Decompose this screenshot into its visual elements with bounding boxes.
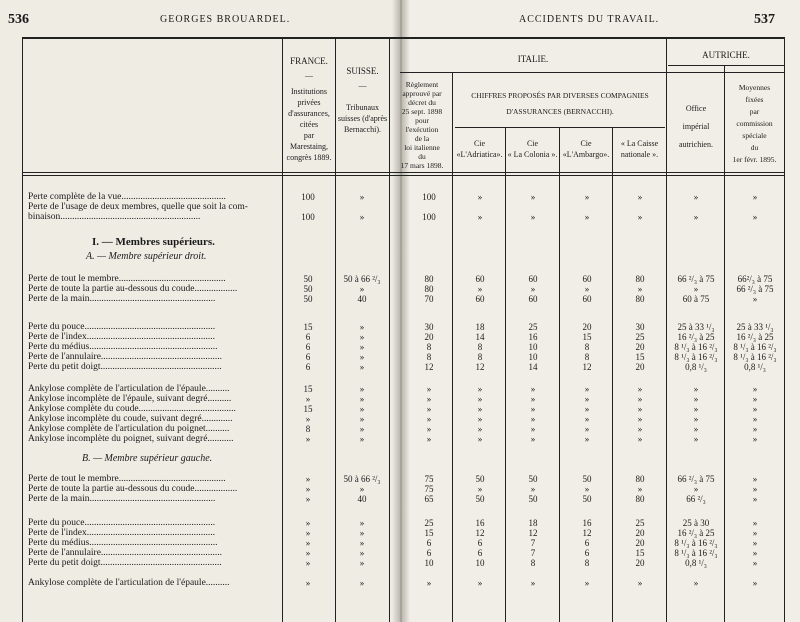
header-autriche-office: Office impérial autrichien. (679, 104, 713, 149)
table-cell: 6 (305, 362, 311, 372)
table-cell: 18 (528, 518, 538, 528)
table-cell: 15 (424, 528, 434, 538)
table-cell: » (426, 578, 432, 588)
table-cell: » (530, 484, 536, 494)
table-cell: 7 (530, 548, 536, 558)
table-cell: 30 (424, 322, 434, 332)
header-bottom-rule-2 (22, 175, 784, 176)
table-cell: » (637, 384, 643, 394)
table-cell: » (305, 394, 311, 404)
table-cell: 10 (475, 558, 485, 568)
table-cell: » (530, 414, 536, 424)
table-cell: » (584, 212, 590, 222)
table-cell: 16 (475, 518, 485, 528)
header-autriche-moyennes: Moyennes fixées par commission spéciale du 1er févr. 1895. (732, 83, 777, 164)
table-cell: » (693, 434, 699, 444)
table-cell: 80 (424, 284, 434, 294)
table-cell: » (359, 528, 365, 538)
table-cell: » (530, 192, 536, 202)
table-cell: 8 (305, 424, 311, 434)
table-cell: 8 (477, 342, 483, 352)
table-cell: 16 ²/₃ à 25 (677, 528, 715, 538)
table-cell: 70 (424, 294, 434, 304)
row-label: Perte de l'annulaire................................................... (28, 352, 223, 362)
table-cell: 65 (424, 494, 434, 504)
table-cell: » (530, 384, 536, 394)
table-cell: » (305, 528, 311, 538)
table-cell: 16 ²/₃ à 25 (736, 332, 774, 342)
table-cell: » (693, 424, 699, 434)
left-page-number: 536 (8, 12, 29, 27)
table-cell: » (477, 484, 483, 494)
table-cell: 50 (303, 274, 313, 284)
table-cell: 0,8 ¹/₃ (685, 362, 707, 372)
table-cell: 50 (303, 294, 313, 304)
right-running-head: ACCIDENTS DU TRAVAIL. (519, 14, 660, 25)
section-membres-superieurs: I. — Membres supérieurs. (92, 236, 215, 248)
row-label: Perte complète de la vue............................................ (28, 192, 226, 202)
header-bottom-rule (22, 172, 784, 173)
table-cell: » (359, 404, 365, 414)
table-cell: » (477, 394, 483, 404)
table-cell: » (693, 192, 699, 202)
table-cell: 16 ²/₃ à 25 (677, 332, 715, 342)
table-cell: 12 (528, 528, 538, 538)
table-cell: 80 (635, 294, 645, 304)
table-cell: 14 (528, 362, 538, 372)
table-cell: 25 (635, 332, 645, 342)
header-company-colonia: Cie « La Colonia ». (507, 139, 558, 159)
table-cell: 10 (528, 342, 538, 352)
row-label: Perte de l'annulaire................................................... (28, 548, 223, 558)
table-cell: 8 ¹/₃ à 16 ²/₃ (733, 342, 777, 352)
table-cell: 50 (582, 474, 592, 484)
table-cell: » (584, 414, 590, 424)
table-cell: 8 (426, 342, 432, 352)
table-cell: » (752, 424, 758, 434)
table-cell: » (584, 394, 590, 404)
table-cell: » (752, 494, 758, 504)
table-cell: 15 (303, 322, 313, 332)
table-cell: » (530, 404, 536, 414)
table-cell: » (693, 404, 699, 414)
table-cell: 50 à 66 ²/₃ (343, 274, 381, 284)
table-cell: 15 (635, 548, 645, 558)
table-cell: » (359, 548, 365, 558)
table-cell: 60 (528, 294, 538, 304)
table-cell: 50 (475, 474, 485, 484)
table-cell: » (752, 474, 758, 484)
table-cell: » (359, 362, 365, 372)
table-cell: » (637, 414, 643, 424)
table-cell: » (477, 404, 483, 414)
table-cell: » (426, 414, 432, 424)
table-cell: » (359, 192, 365, 202)
table-cell: » (752, 518, 758, 528)
header-company-caisse: « La Caisse nationale ». (620, 139, 659, 159)
table-cell: 8 (584, 558, 590, 568)
row-label: Ankylose incomplète de l'épaule, suivant degré.......... (28, 394, 232, 404)
table-cell: 80 (424, 274, 434, 284)
italie-title-rule (400, 72, 784, 73)
row-label: Ankylose incomplète du poignet, suivant degré........... (28, 434, 234, 444)
table-cell: » (530, 394, 536, 404)
companies-rule (455, 127, 665, 128)
table-cell: 75 (424, 474, 434, 484)
row-label: Perte du médius...................................................... (28, 538, 218, 548)
table-cell: » (359, 414, 365, 424)
table-cell: » (530, 424, 536, 434)
table-cell: » (752, 404, 758, 414)
table-cell: 7 (530, 538, 536, 548)
table-cell: » (477, 414, 483, 424)
table-cell: 6 (305, 342, 311, 352)
table-cell: » (584, 384, 590, 394)
row-label: Perte de tout le membre............................................. (28, 274, 226, 284)
table-cell: » (359, 484, 365, 494)
table-cell: 20 (635, 558, 645, 568)
table-cell: » (693, 212, 699, 222)
table-cell: » (359, 352, 365, 362)
row-label: Perte de la main..................................................... (28, 294, 216, 304)
left-running-head: GEORGES BROUARDEL. (160, 14, 291, 25)
table-cell: 25 à 33 ¹/₃ (736, 322, 774, 332)
table-cell: » (752, 578, 758, 588)
header-france-title: FRANCE. (290, 56, 328, 66)
table-cell: » (584, 578, 590, 588)
table-cell: » (530, 578, 536, 588)
table-cell: » (752, 384, 758, 394)
header-company-adriatica: Cie «L'Adriatica». (456, 139, 503, 159)
table-cell: » (637, 212, 643, 222)
row-label: Perte du médius...................................................... (28, 342, 218, 352)
header-suisse-detail: Tribunaux suisses (d'après Bernacchi). (337, 103, 388, 134)
table-cell: » (305, 494, 311, 504)
table-cell: » (426, 434, 432, 444)
table-cell: » (426, 394, 432, 404)
table-cell: » (305, 538, 311, 548)
table-cell: 10 (528, 352, 538, 362)
table-cell: » (752, 394, 758, 404)
table-cell: 50 (528, 474, 538, 484)
table-cell: 60 (582, 274, 592, 284)
table-cell: » (584, 424, 590, 434)
table-cell: 6 (426, 548, 432, 558)
table-cell: 0,8 ¹/₃ (685, 558, 707, 568)
table-cell: » (359, 538, 365, 548)
row-label: Ankylose complète du coude......................................... (28, 404, 236, 414)
header-autriche-title: AUTRICHE. (702, 50, 750, 60)
table-cell: » (426, 384, 432, 394)
table-cell: 8 (584, 342, 590, 352)
table-cell: » (752, 294, 758, 304)
header-suisse-title: SUISSE. (346, 66, 379, 76)
table-cell: » (752, 538, 758, 548)
table-cell: » (637, 404, 643, 414)
table-cell: 20 (582, 322, 592, 332)
table-cell: 20 (635, 538, 645, 548)
table-cell: 66 ²/₃ à 75 (677, 274, 715, 284)
table-cell: » (752, 484, 758, 494)
table-cell: » (359, 558, 365, 568)
table-cell: 6 (584, 538, 590, 548)
table-cell: 8 (426, 352, 432, 362)
table-cell: 60 (528, 274, 538, 284)
row-label: Perte de l'index...................................................... (28, 528, 215, 538)
table-cell: 20 (424, 332, 434, 342)
table-top-rule (22, 37, 784, 39)
table-cell: 12 (424, 362, 434, 372)
table-cell: » (584, 284, 590, 294)
table-cell: » (305, 414, 311, 424)
row-label: Perte du pouce....................................................... (28, 518, 216, 528)
table-cell: » (477, 424, 483, 434)
table-cell: 50 (303, 284, 313, 294)
table-cell: 60 (475, 294, 485, 304)
table-cell: 15 (303, 384, 313, 394)
table-cell: 0,8 ¹/₃ (744, 362, 766, 372)
table-cell: » (637, 578, 643, 588)
table-cell: » (693, 578, 699, 588)
table-cell: » (530, 212, 536, 222)
row-label: Perte du pouce....................................................... (28, 322, 216, 332)
table-cell: 6 (477, 538, 483, 548)
table-cell: 14 (475, 332, 485, 342)
table-cell: 40 (357, 294, 367, 304)
table-left-border (22, 37, 23, 622)
table-cell: » (359, 394, 365, 404)
header-italie-chiffres: CHIFFRES PROPOSÉS PAR DIVERSES COMPAGNIES D'ASSURANCES (BERNACCHI). (471, 91, 649, 116)
table-cell: » (305, 578, 311, 588)
table-cell: 50 (475, 494, 485, 504)
table-cell: » (637, 434, 643, 444)
table-cell: 100 (301, 192, 315, 202)
table-cell: 25 (424, 518, 434, 528)
table-cell: 6 (305, 352, 311, 362)
table-cell: » (637, 284, 643, 294)
row-label: Perte de la main..................................................... (28, 494, 216, 504)
table-cell: » (477, 192, 483, 202)
table-cell: » (584, 192, 590, 202)
table-cell: » (637, 484, 643, 494)
table-cell: 8 ¹/₃ à 16 ²/₃ (674, 548, 718, 558)
table-cell: 15 (303, 404, 313, 414)
table-cell: 15 (582, 332, 592, 342)
autriche-title-rule (668, 65, 784, 66)
row-label: Ankylose incomplète du coude, suivant degré............. (28, 414, 233, 424)
table-cell: 15 (635, 352, 645, 362)
table-cell: 10 (424, 558, 434, 568)
section-membre-gauche: B. — Membre supérieur gauche. (82, 453, 213, 464)
table-cell: » (305, 518, 311, 528)
row-label: Perte de l'index...................................................... (28, 332, 215, 342)
table-cell: » (426, 404, 432, 414)
row-label: Ankylose complète de l'articulation de l'épaule.......... (28, 578, 230, 588)
table-cell: 6 (305, 332, 311, 342)
table-cell: 60 (582, 294, 592, 304)
row-label: binaison........................................................... (28, 212, 201, 222)
table-cell: » (693, 284, 699, 294)
table-cell: » (752, 192, 758, 202)
row-label: Ankylose complète de l'articulation du poignet.......... (28, 424, 230, 434)
table-cell: » (637, 394, 643, 404)
table-cell: » (305, 548, 311, 558)
table-cell: 25 (528, 322, 538, 332)
table-cell: » (752, 414, 758, 424)
table-cell: » (530, 434, 536, 444)
table-cell: » (752, 528, 758, 538)
table-cell: 25 (635, 518, 645, 528)
table-cell: » (693, 384, 699, 394)
table-cell: 80 (635, 274, 645, 284)
table-cell: » (752, 548, 758, 558)
table-cell: » (359, 342, 365, 352)
row-label: Perte du petit doigt................................................... (28, 362, 222, 372)
section-membre-droit: A. — Membre supérieur droit. (86, 251, 207, 262)
row-label: Perte de toute la partie au-dessous du coude.................. (28, 484, 238, 494)
table-cell: 100 (422, 192, 436, 202)
table-cell: 6 (477, 548, 483, 558)
table-cell: » (359, 322, 365, 332)
row-label: Perte de toute la partie au-dessous du coude.................. (28, 284, 238, 294)
header-italie-reglement: Règlement approuvé par décret du 25 sept. 1898 pour l'exécution de la loi italienne du 17 mars 1898. (400, 80, 444, 170)
header-italie-title: ITALIE. (517, 54, 549, 64)
table-cell: » (477, 284, 483, 294)
table-cell: 8 ¹/₃ à 16 ²/₃ (674, 538, 718, 548)
table-cell: » (637, 192, 643, 202)
table-cell: » (584, 404, 590, 414)
table-cell: 8 (584, 352, 590, 362)
table-cell: 20 (635, 528, 645, 538)
table-cell: 25 à 30 (682, 518, 710, 528)
table-cell: » (359, 434, 365, 444)
table-cell: 8 ¹/₃ à 16 ²/₃ (674, 342, 718, 352)
table-cell: 80 (635, 474, 645, 484)
header-suisse-dash: — (358, 81, 367, 90)
table-cell: » (359, 284, 365, 294)
table-cell: 75 (424, 484, 434, 494)
table-cell: 40 (357, 494, 367, 504)
table-cell: 100 (301, 212, 315, 222)
table-cell: 66 ²/₃ à 75 (736, 284, 774, 294)
row-label: Perte de l'usage de deux membres, quelle que soit la com- (28, 202, 248, 212)
table-cell: 100 (422, 212, 436, 222)
right-page-number: 537 (754, 12, 775, 27)
header-france-detail: Institutions privées d'assurances, citées par Marestaing, congrès 1889. (286, 87, 332, 162)
table-cell: 18 (475, 322, 485, 332)
row-label: Ankylose complète de l'articulation de l'épaule.......... (28, 384, 230, 394)
table-cell: » (477, 384, 483, 394)
table-cell: » (693, 394, 699, 404)
table-cell: 50 à 66 ²/₃ (343, 474, 381, 484)
table-cell: 6 (584, 548, 590, 558)
table-cell: » (359, 332, 365, 342)
table-cell: 16 (582, 518, 592, 528)
table-cell: 50 (582, 494, 592, 504)
table-cell: » (359, 424, 365, 434)
table-cell: 20 (635, 342, 645, 352)
table-cell: » (637, 424, 643, 434)
table-cell: » (426, 424, 432, 434)
table-cell: » (477, 578, 483, 588)
table-cell: » (359, 578, 365, 588)
table-cell: » (693, 484, 699, 494)
table-cell: » (584, 484, 590, 494)
table-cell: 16 (528, 332, 538, 342)
table-cell: » (752, 558, 758, 568)
table-cell: 12 (475, 362, 485, 372)
table-cell: » (359, 518, 365, 528)
row-label: Perte du petit doigt................................................... (28, 558, 222, 568)
table-cell: 8 (530, 558, 536, 568)
table-cell: » (305, 474, 311, 484)
header-france-dash: — (305, 71, 313, 80)
table-cell: 60 à 75 (682, 294, 710, 304)
table-cell: 12 (582, 528, 592, 538)
header-company-ambargo: Cie «L'Ambargo». (562, 139, 610, 159)
table-cell: 6 (426, 538, 432, 548)
table-cell: 8 (477, 352, 483, 362)
table-cell: 12 (582, 362, 592, 372)
table-cell: 12 (475, 528, 485, 538)
table-cell: 30 (635, 322, 645, 332)
table-cell: 66²/₃ à 75 (737, 274, 773, 284)
table-cell: 66 ²/₃ à 75 (677, 474, 715, 484)
table-cell: 20 (635, 362, 645, 372)
table-cell: » (752, 212, 758, 222)
table-cell: » (584, 434, 590, 444)
table-cell: » (359, 384, 365, 394)
table-cell: » (359, 212, 365, 222)
table-cell: 66 ²/₃ (686, 494, 706, 504)
table-cell: 80 (635, 494, 645, 504)
table-cell: 8 ¹/₃ à 16 ²/₃ (733, 352, 777, 362)
table-cell: » (693, 414, 699, 424)
table-cell: » (477, 434, 483, 444)
table-cell: 60 (475, 274, 485, 284)
col-rule-suisse-end (389, 37, 390, 622)
table-cell: » (530, 284, 536, 294)
table-cell: » (752, 434, 758, 444)
table-cell: 25 à 33 ¹/₃ (677, 322, 715, 332)
table-cell: 8 ¹/₃ à 16 ²/₃ (674, 352, 718, 362)
table-cell: » (477, 212, 483, 222)
table-cell: » (305, 434, 311, 444)
table-cell: » (305, 484, 311, 494)
row-label: Perte de tout le membre............................................. (28, 474, 226, 484)
table-cell: » (305, 558, 311, 568)
table-cell: 50 (528, 494, 538, 504)
